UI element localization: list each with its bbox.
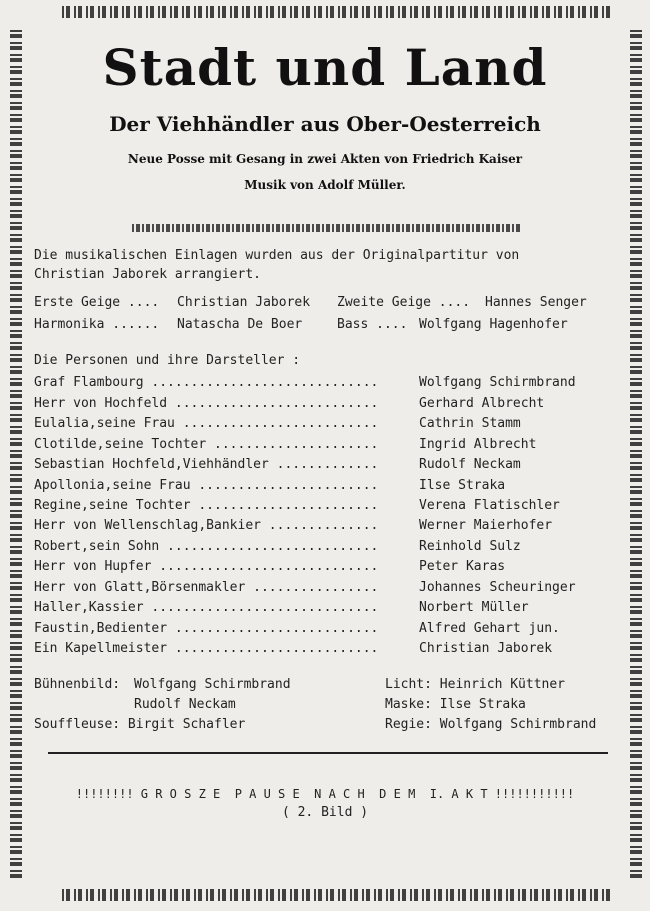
buehnenbild-name-2: Rudolf Neckam: [134, 697, 236, 712]
musician-name: Natascha De Boer: [177, 317, 303, 332]
cast-actor: Rudolf Neckam: [419, 457, 521, 472]
cast-actor: Gerhard Albrecht: [419, 396, 545, 411]
musician-name: Hannes Senger: [485, 295, 587, 310]
play-subtitle: Der Viehhändler aus Ober-Oesterreich: [109, 112, 541, 136]
cast-role: Ein Kapellmeister ..........................: [34, 641, 379, 656]
cast-role: Herr von Hochfeld ..........................: [34, 396, 379, 411]
cast-role: Sebastian Hochfeld,Viehhändler .............: [34, 457, 379, 472]
intro-line-1: Die musikalischen Einlagen wurden aus der Originalpartitur von: [34, 248, 520, 263]
horizontal-rule: [48, 752, 608, 754]
souffleuse: Souffleuse: Birgit Schafler: [34, 717, 246, 732]
musician-role: Erste Geige ....: [34, 295, 160, 310]
cast-actor: Peter Karas: [419, 559, 506, 574]
maske: Maske: Ilse Straka: [385, 697, 526, 712]
musician-name: Christian Jaborek: [177, 295, 311, 310]
musician-role: Zweite Geige ....: [337, 295, 471, 310]
cast-role: Apollonia,seine Frau .......................: [34, 478, 379, 493]
cast-actor: Alfred Gehart jun.: [419, 621, 560, 636]
cast-actor: Reinhold Sulz: [419, 539, 521, 554]
regie: Regie: Wolfgang Schirmbrand: [385, 717, 597, 732]
cast-actor: Norbert Müller: [419, 600, 529, 615]
composer-line: Musik von Adolf Müller.: [244, 178, 406, 192]
buehnenbild-name-1: Wolfgang Schirmbrand: [134, 677, 291, 692]
cast-role: Eulalia,seine Frau .........................: [34, 416, 379, 431]
cast-role: Clotilde,seine Tochter .....................: [34, 437, 379, 452]
cast-actor: Johannes Scheuringer: [419, 580, 576, 595]
cast-actor: Ilse Straka: [419, 478, 506, 493]
cast-actor: Ingrid Albrecht: [419, 437, 537, 452]
cast-actor: Werner Maierhofer: [419, 518, 553, 533]
cast-role: Herr von Wellenschlag,Bankier ..............: [34, 518, 379, 533]
cast-role: Faustin,Bedienter ..........................: [34, 621, 379, 636]
cast-role: Haller,Kassier .............................: [34, 600, 379, 615]
cast-actor: Wolfgang Schirmbrand: [419, 375, 576, 390]
author-line: Neue Posse mit Gesang in zwei Akten von Friedrich Kaiser: [127, 152, 523, 166]
cast-role: Herr von Hupfer ............................: [34, 559, 379, 574]
greek-key-border-bottom: [62, 889, 610, 901]
cast-actor: Cathrin Stamm: [419, 416, 521, 431]
buehnenbild-label: Bühnenbild:: [34, 677, 121, 692]
play-title: Stadt und Land: [102, 38, 548, 97]
musician-role: Harmonika ......: [34, 317, 160, 332]
cast-actor: Christian Jaborek: [419, 641, 553, 656]
licht: Licht: Heinrich Küttner: [385, 677, 566, 692]
cast-actor: Verena Flatischler: [419, 498, 560, 513]
cast-role: Regine,seine Tochter .......................: [34, 498, 379, 513]
cast-role: Graf Flambourg .............................: [34, 375, 379, 390]
musician-name: Wolfgang Hagenhofer: [419, 317, 568, 332]
greek-key-border-top: [62, 6, 610, 18]
cast-role: Herr von Glatt,Börsenmakler ................: [34, 580, 379, 595]
cast-role: Robert,sein Sohn ...........................: [34, 539, 379, 554]
pause-notice: !!!!!!!! G R O S Z E P A U S E N A C H D E M I. A K T !!!!!!!!!!!: [75, 787, 575, 801]
second-picture-note: ( 2. Bild ): [281, 805, 369, 820]
intro-line-2: Christian Jaborek arrangiert.: [34, 267, 261, 282]
cast-heading: Die Personen und ihre Darsteller :: [34, 353, 301, 368]
ornament-divider: [132, 224, 520, 232]
musician-role: Bass ....: [337, 317, 408, 332]
